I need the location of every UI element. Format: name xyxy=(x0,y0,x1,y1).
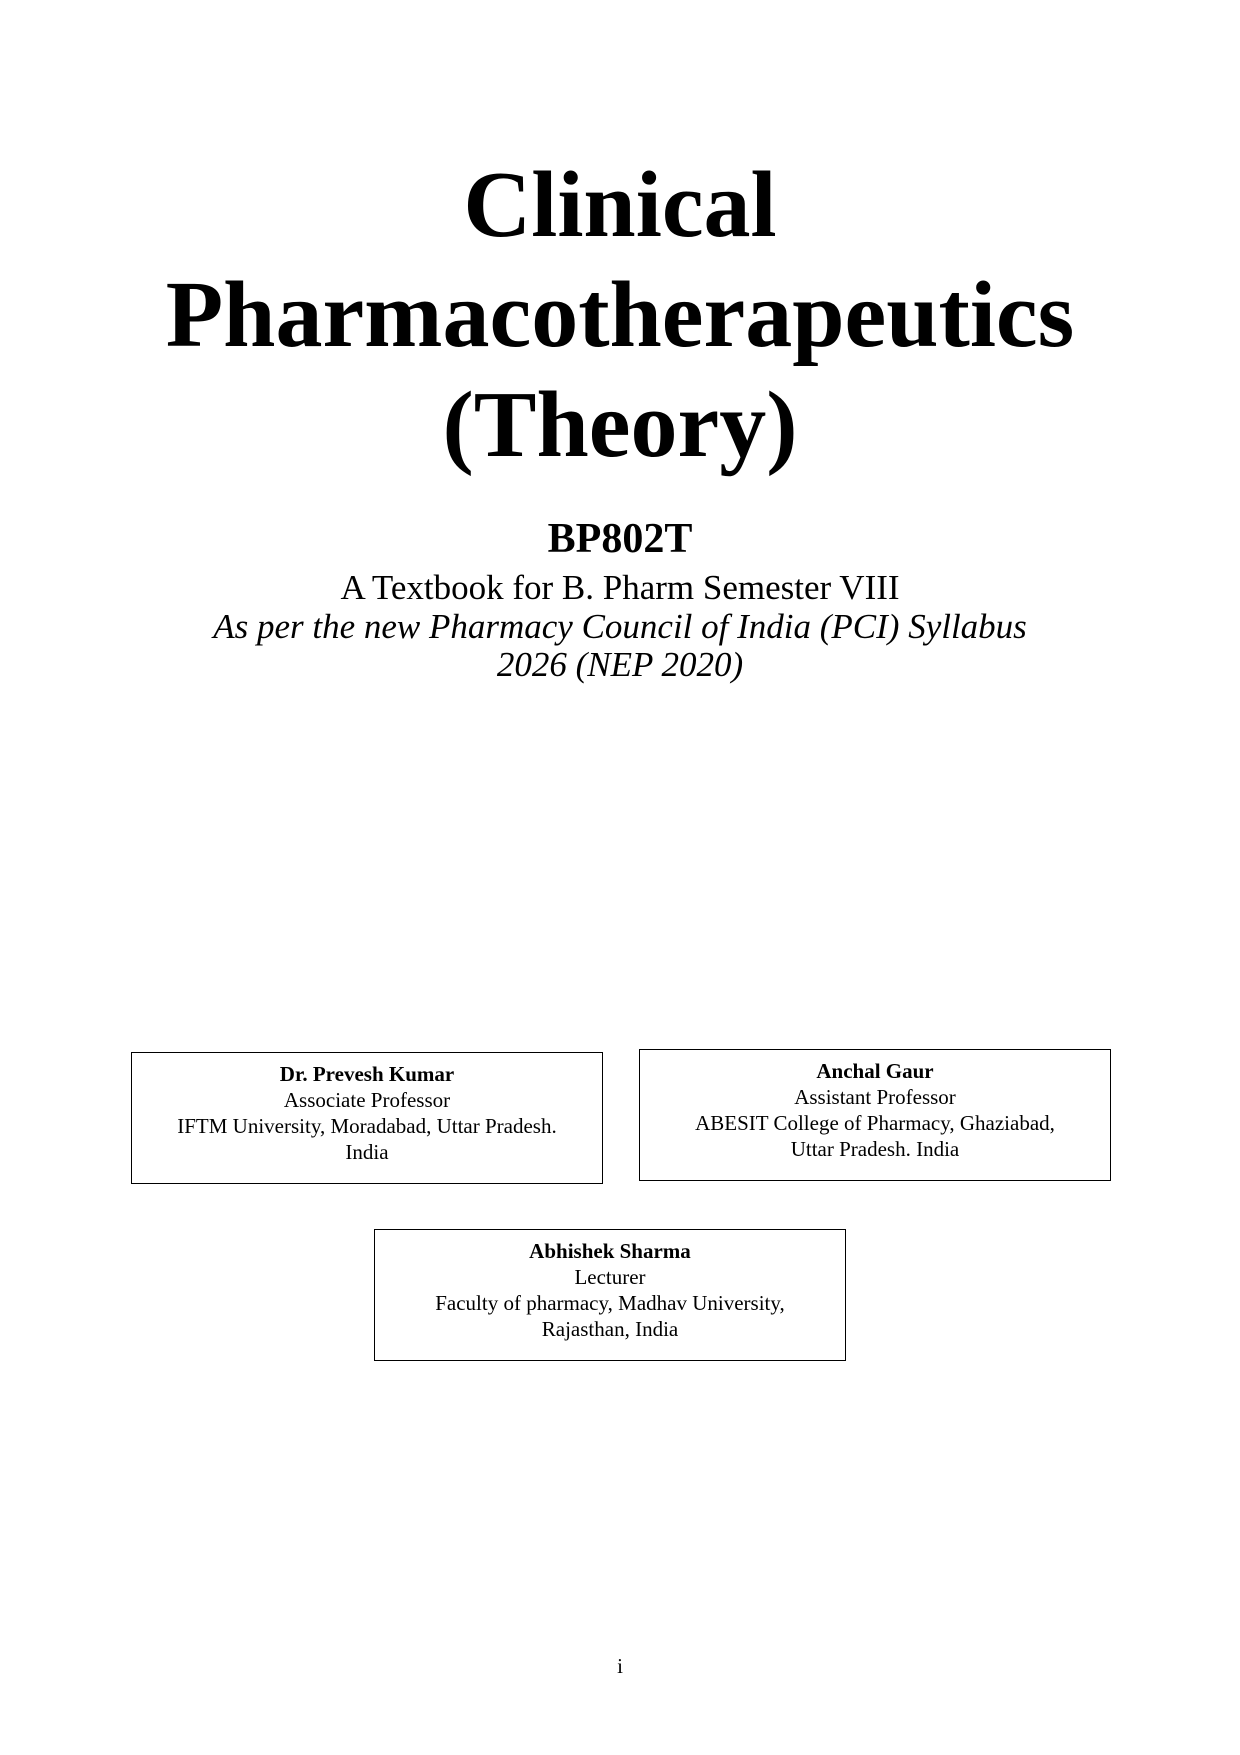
author-affiliation-line-2: India xyxy=(345,1140,389,1164)
author-role: Assistant Professor xyxy=(794,1085,956,1109)
author-affiliation-line-1: IFTM University, Moradabad, Uttar Pradesh. xyxy=(177,1114,557,1138)
book-title xyxy=(0,150,1240,480)
page-number: i xyxy=(617,1654,623,1678)
title-line-3: (Theory) xyxy=(442,373,798,477)
author-card xyxy=(639,1049,1111,1181)
author-name: Anchal Gaur xyxy=(816,1059,934,1083)
author-affiliation-line-1: Faculty of pharmacy, Madhav University, xyxy=(435,1291,785,1315)
syllabus-note xyxy=(0,608,1240,684)
title-line-2: Pharmacotherapeutics xyxy=(165,263,1075,367)
author-affiliation-line-2: Uttar Pradesh. India xyxy=(790,1137,960,1161)
syllabus-line-1: As per the new Pharmacy Council of India (PCI) Syllabus xyxy=(213,607,1027,646)
syllabus-line-2: 2026 (NEP 2020) xyxy=(496,645,744,684)
subtitle: A Textbook for B. Pharm Semester VIII xyxy=(340,568,900,607)
author-affiliation-line-2: Rajasthan, India xyxy=(541,1317,679,1341)
author-name: Dr. Prevesh Kumar xyxy=(279,1062,455,1086)
course-code: BP802T xyxy=(547,516,693,562)
author-card xyxy=(374,1229,846,1361)
author-affiliation-line-1: ABESIT College of Pharmacy, Ghaziabad, xyxy=(695,1111,1055,1135)
author-card xyxy=(131,1052,603,1184)
author-name: Abhishek Sharma xyxy=(529,1239,691,1263)
title-line-1: Clinical xyxy=(463,153,777,257)
author-role: Associate Professor xyxy=(283,1088,451,1112)
author-role: Lecturer xyxy=(574,1265,646,1289)
